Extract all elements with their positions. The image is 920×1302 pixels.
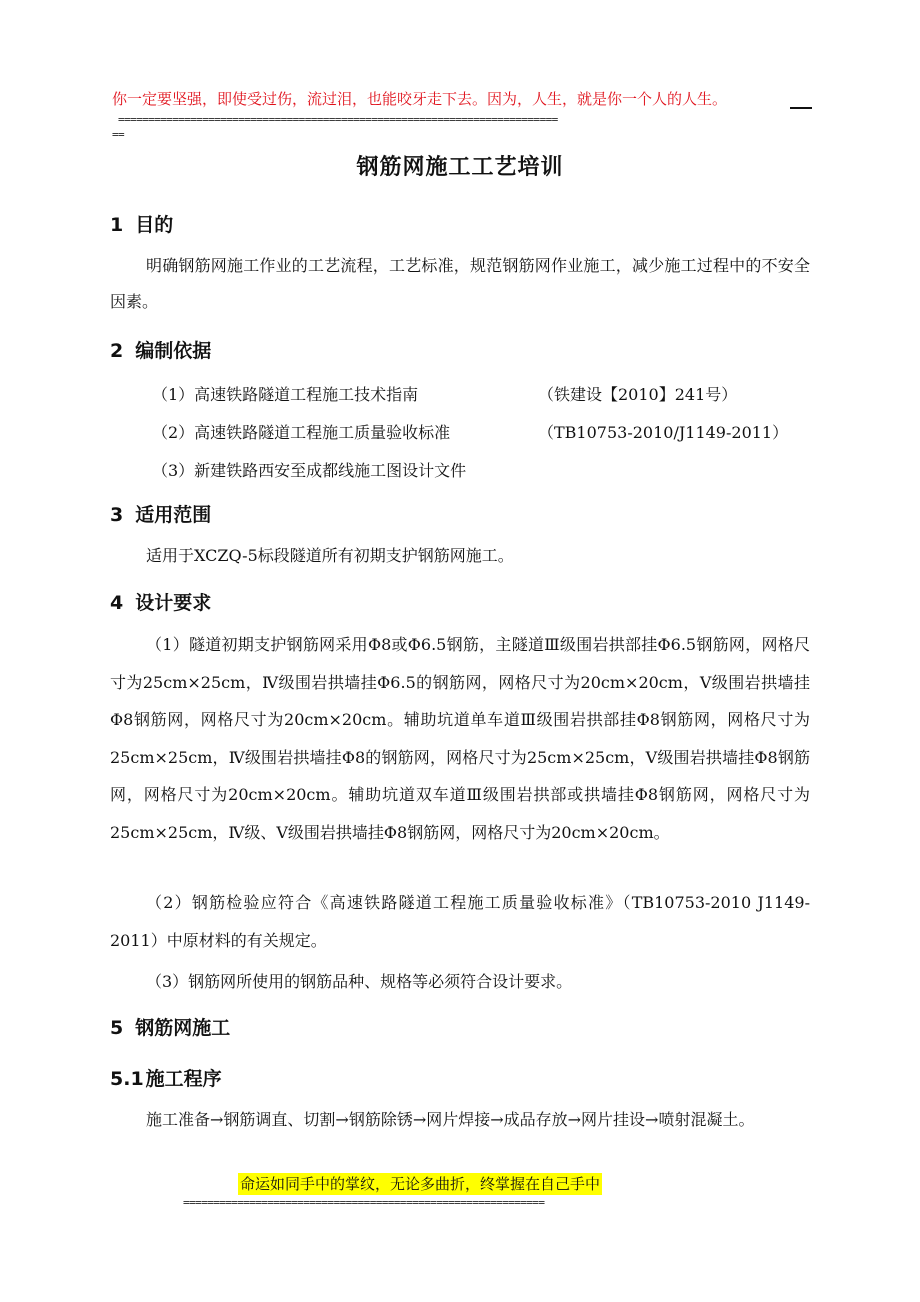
- section-3-body: 适用于XCZQ-5标段隧道所有初期支护钢筋网施工。: [146, 546, 514, 565]
- section-4-requirement-3: （3）钢筋网所使用的钢筋品种、规格等必须符合设计要求。: [146, 972, 573, 991]
- section-5-1-body: 施工准备→钢筋调直、切割→钢筋除锈→网片焊接→成品存放→网片挂设→喷射混凝土。: [146, 1110, 755, 1129]
- reference-item-1: （1）高速铁路隧道工程施工技术指南: [152, 385, 419, 404]
- section-5-heading: [110, 1013, 230, 1040]
- header-rule-mark: [790, 107, 812, 109]
- section-1-heading: [110, 210, 173, 237]
- footer-separator: ============================================================: [183, 1196, 545, 1209]
- header-separator-line2: ==: [112, 128, 125, 141]
- section-4-heading: [110, 588, 211, 615]
- section-number: 2: [110, 340, 124, 362]
- section-number: 1: [110, 214, 124, 236]
- section-title: 设计要求: [135, 592, 212, 614]
- section-5-1-heading: [110, 1064, 222, 1091]
- reference-item-2: （2）高速铁路隧道工程施工质量验收标准: [152, 423, 451, 442]
- section-number: 5: [110, 1017, 124, 1039]
- section-number: 5.1: [110, 1068, 144, 1090]
- document-title: 钢筋网施工工艺培训: [356, 155, 564, 180]
- header-separator-line1: =========================================================================: [118, 113, 558, 126]
- reference-item-3: （3）新建铁路西安至成都线施工图设计文件: [152, 461, 467, 480]
- section-1-body: 明确钢筋网施工作业的工艺流程，工艺标准，规范钢筋网作业施工，减少施工过程中的不安全因素。: [110, 256, 810, 311]
- section-2-heading: [110, 336, 211, 363]
- section-4-requirement-2: （2）钢筋检验应符合《高速铁路隧道工程施工质量验收标准》（TB10753-2010 J1149-2011）中原材料的有关规定。: [110, 893, 810, 950]
- header-quote: 你一定要坚强，即使受过伤，流过泪，也能咬牙走下去。因为，人生，就是你一个人的人生。: [112, 90, 728, 108]
- section-3-heading: [110, 500, 211, 527]
- section-title: 目的: [135, 214, 174, 236]
- section-4-requirement-1: （1）隧道初期支护钢筋网采用Φ8或Φ6.5钢筋，主隧道Ⅲ级围岩拱部挂Φ6.5钢筋网，网格尺寸为25cm×25cm，Ⅳ级围岩拱墙挂Φ6.5的钢筋网，网格尺寸为20cm×20cm，Ⅴ级围岩拱墙挂Φ8钢筋网，网格尺寸为20cm×20cm。辅助坑道单车道Ⅲ级围岩拱部挂Φ8钢筋网，网格尺寸为25cm×25cm，Ⅳ级围岩拱墙挂Φ8的钢筋网，网格尺寸为25cm×25cm，Ⅴ级围岩拱墙挂Φ8钢筋网，网格尺寸为20cm×20cm。辅助坑道双车道Ⅲ级围岩拱部或拱墙挂Φ8钢筋网，网格尺寸为25cm×25cm，Ⅳ级、Ⅴ级围岩拱墙挂Φ8钢筋网，网格尺寸为20cm×20cm。: [110, 635, 810, 842]
- reference-code-2: （TB10753-2010/J1149-2011）: [538, 423, 789, 442]
- footer-quote: 命运如同手中的掌纹，无论多曲折，终掌握在自己手中: [240, 1175, 601, 1193]
- section-title: 编制依据: [135, 340, 212, 362]
- section-title: 施工程序: [145, 1068, 222, 1090]
- section-title: 钢筋网施工: [135, 1017, 231, 1039]
- section-number: 3: [110, 504, 124, 526]
- section-title: 适用范围: [135, 504, 212, 526]
- section-number: 4: [110, 592, 124, 614]
- reference-code-1: （铁建设【2010】241号）: [538, 385, 738, 404]
